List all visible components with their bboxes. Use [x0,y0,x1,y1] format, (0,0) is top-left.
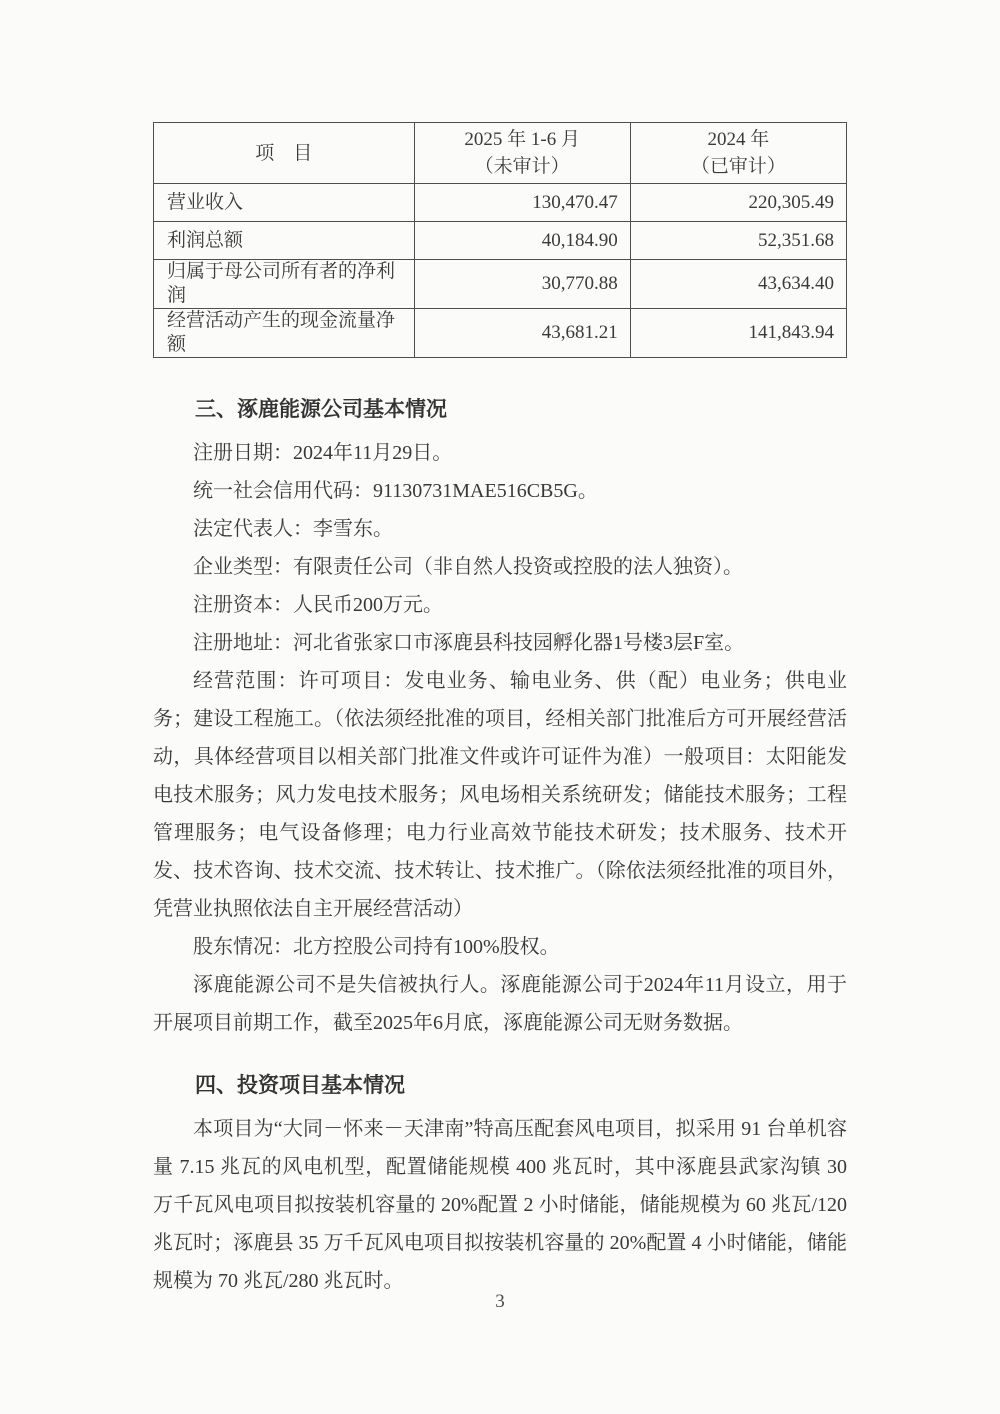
table-header-2024-period: 2024 年 [707,129,770,150]
legal-representative-line: 法定代表人：李雪东。 [193,518,393,540]
row-net-profit-parent-2024: 43,634.40 [630,260,846,309]
row-total-profit-2025: 40,184.90 [414,222,630,260]
table-header-2024-audit-note: （已审计） [690,156,786,177]
shareholder-line: 股东情况：北方控股公司持有100%股权。 [193,936,560,958]
row-revenue-2024: 220,305.49 [630,184,846,222]
table-header-item [154,123,415,184]
table-header-2025 [414,123,630,184]
project-overview-paragraph: 本项目为“大同－怀来－天津南”特高压配套风电项目，拟采用 91 台单机容量 7.15 兆瓦的风电机型，配置储能规模 400 兆瓦时，其中涿鹿县武家沟镇 30 万千瓦风电项目拟按装机容量的 20%配置 2 小时储能，储能规模为 60 兆瓦/120 兆瓦时；涿鹿县 35 万千瓦风电项目拟按装机容量的 20%配置 4 小时储能，储能规模为 70 兆瓦/280 兆瓦时。 [153,1118,847,1292]
row-net-profit-parent-2025: 30,770.88 [414,260,630,309]
table-header-2025-audit-note: （未审计） [474,156,570,177]
registered-address-line: 注册地址：河北省张家口市涿鹿县科技园孵化器1号楼3层F室。 [193,632,745,654]
table-row [154,184,847,222]
table-row [154,260,847,309]
section-four-heading: 四、投资项目基本情况 [195,1073,405,1097]
registration-date-line: 注册日期：2024年11月29日。 [193,442,453,464]
financial-summary-table [153,122,847,358]
table-header-item-label: 项 目 [255,142,313,164]
section-three-heading: 三、涿鹿能源公司基本情况 [195,397,447,421]
row-label-operating-cashflow: 经营活动产生的现金流量净额 [154,309,415,358]
credit-status-paragraph: 涿鹿能源公司不是失信被执行人。涿鹿能源公司于2024年11月设立，用于开展项目前期工作，截至2025年6月底，涿鹿能源公司无财务数据。 [153,974,847,1034]
row-total-profit-2024: 52,351.68 [630,222,846,260]
business-scope-paragraph: 经营范围：许可项目：发电业务、输电业务、供（配）电业务；供电业务；建设工程施工。（依法须经批准的项目，经相关部门批准后方可开展经营活动，具体经营项目以相关部门批准文件或许可证件为准）一般项目：太阳能发电技术服务；风力发电技术服务；风电场相关系统研发；储能技术服务；工程管理服务；电气设备修理；电力行业高效节能技术研发；技术服务、技术开发、技术咨询、技术交流、技术转让、技术推广。（除依法须经批准的项目外，凭营业执照依法自主开展经营活动） [153,670,847,920]
table-header-2024 [630,123,846,184]
row-label-net-profit-parent: 归属于母公司所有者的净利润 [154,260,415,309]
row-operating-cashflow-2024: 141,843.94 [630,309,846,358]
table-header-row [154,123,847,184]
row-operating-cashflow-2025: 43,681.21 [414,309,630,358]
credit-code-line: 统一社会信用代码：91130731MAE516CB5G。 [193,480,598,502]
row-label-total-profit: 利润总额 [154,222,415,260]
row-revenue-2025: 130,470.47 [414,184,630,222]
page-content [153,122,847,1300]
table-row [154,309,847,358]
row-label-revenue: 营业收入 [154,184,415,222]
table-row [154,222,847,260]
page-number: 3 [495,1291,505,1312]
table-header-2025-period: 2025 年 1-6 月 [464,129,580,150]
registered-capital-line: 注册资本：人民币200万元。 [193,594,443,616]
company-type-line: 企业类型：有限责任公司（非自然人投资或控股的法人独资）。 [193,556,743,578]
